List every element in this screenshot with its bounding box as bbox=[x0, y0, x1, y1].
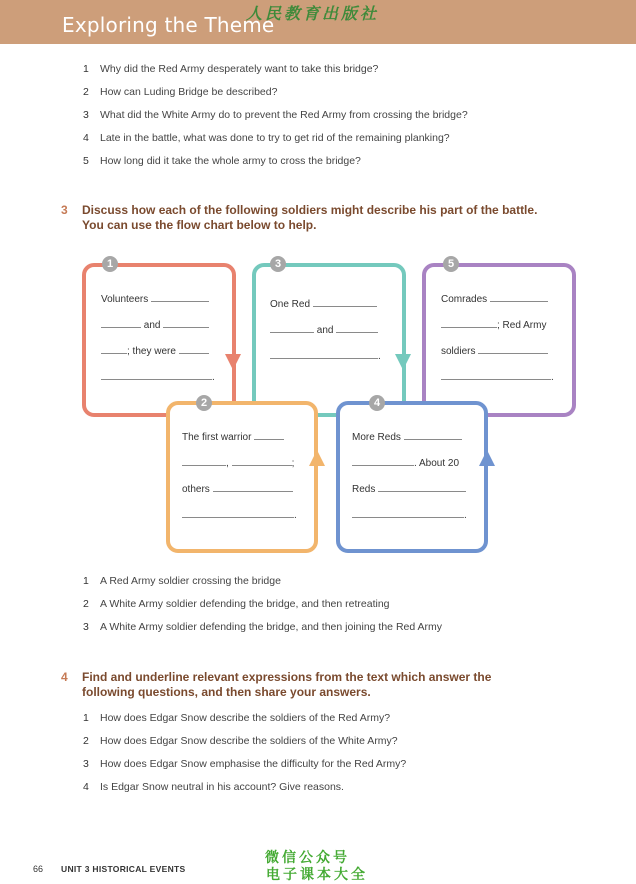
card3-line1: One Red bbox=[270, 292, 381, 318]
step-number-badge: 1 bbox=[102, 256, 118, 272]
step-number-badge: 2 bbox=[196, 395, 212, 411]
list-item: 4 Is Edgar Snow neutral in his account? Give reasons. bbox=[83, 781, 344, 793]
step-number-badge: 4 bbox=[369, 395, 385, 411]
list-item: 3 What did the White Army do to prevent the Red Army from crossing the bridge? bbox=[83, 109, 468, 121]
card1-line2: and bbox=[101, 313, 215, 339]
card3-line2: and bbox=[270, 318, 381, 344]
card4-line4: . bbox=[352, 503, 467, 529]
list-item: 5 How long did it take the whole army to cross the bridge? bbox=[83, 155, 361, 167]
list-item: 2 How can Luding Bridge be described? bbox=[83, 86, 278, 98]
card4-line2: . About 20 bbox=[352, 451, 467, 477]
list-item: 1 Why did the Red Army desperately want to take this bridge? bbox=[83, 63, 379, 75]
list-item: 4 Late in the battle, what was done to try to get rid of the remaining planking? bbox=[83, 132, 450, 144]
list-item: 2 How does Edgar Snow describe the soldiers of the White Army? bbox=[83, 735, 398, 747]
list-item: 1 A Red Army soldier crossing the bridge bbox=[83, 575, 281, 587]
watermark-line-2: 电子课本大全 bbox=[266, 867, 368, 883]
card2-line4: . bbox=[182, 503, 297, 529]
perspective-options bbox=[83, 574, 442, 643]
section-title: Exploring the Theme bbox=[62, 13, 275, 37]
list-item: 3 A White Army soldier defending the bridge, and then joining the Red Army bbox=[83, 621, 443, 633]
card1-line3: ; they were bbox=[101, 339, 215, 365]
list-item: 2 A White Army soldier defending the bridge, and then retreating bbox=[83, 598, 390, 610]
watermark-line-1: 微信公众号 bbox=[265, 850, 350, 866]
card1-line1: Volunteers bbox=[101, 287, 215, 313]
list-item: 3 How does Edgar Snow emphasise the difficulty for the Red Army? bbox=[83, 758, 407, 770]
card4-line3: Reds bbox=[352, 477, 467, 503]
card3-line3: . bbox=[270, 344, 381, 370]
card2-line1: The first warrior bbox=[182, 425, 297, 451]
card5-line2: ; Red Army bbox=[441, 313, 554, 339]
card5-line3: soldiers bbox=[441, 339, 554, 365]
analysis-questions bbox=[83, 711, 406, 803]
arrow-down-card1-icon bbox=[225, 354, 241, 370]
unit-label: UNIT 3 HISTORICAL EVENTS bbox=[61, 864, 186, 874]
card2-line3: others bbox=[182, 477, 297, 503]
arrow-up-card4-icon bbox=[479, 450, 495, 466]
task-4-heading: 4 Find and underline relevant expressions from the text which answer the following questions, and then share your answers. bbox=[61, 670, 492, 699]
step-number-badge: 5 bbox=[443, 256, 459, 272]
arrow-up-card2-icon bbox=[309, 450, 325, 466]
arrow-down-card3-icon bbox=[395, 354, 411, 370]
card4-line1: More Reds bbox=[352, 425, 467, 451]
page-number: 66 bbox=[33, 864, 44, 874]
card1-line4: . bbox=[101, 365, 215, 391]
step-number-badge: 3 bbox=[270, 256, 286, 272]
publisher-watermark: 人民教育出版社 bbox=[246, 4, 380, 23]
list-item: 1 How does Edgar Snow describe the soldiers of the Red Army? bbox=[83, 712, 391, 724]
card5-line1: Comrades bbox=[441, 287, 554, 313]
card5-line4: . bbox=[441, 365, 554, 391]
card2-line2: , ; bbox=[182, 451, 297, 477]
task-3-heading: 3 Discuss how each of the following soldiers might describe his part of the battle. You can use the flow chart below to help. bbox=[61, 203, 538, 232]
